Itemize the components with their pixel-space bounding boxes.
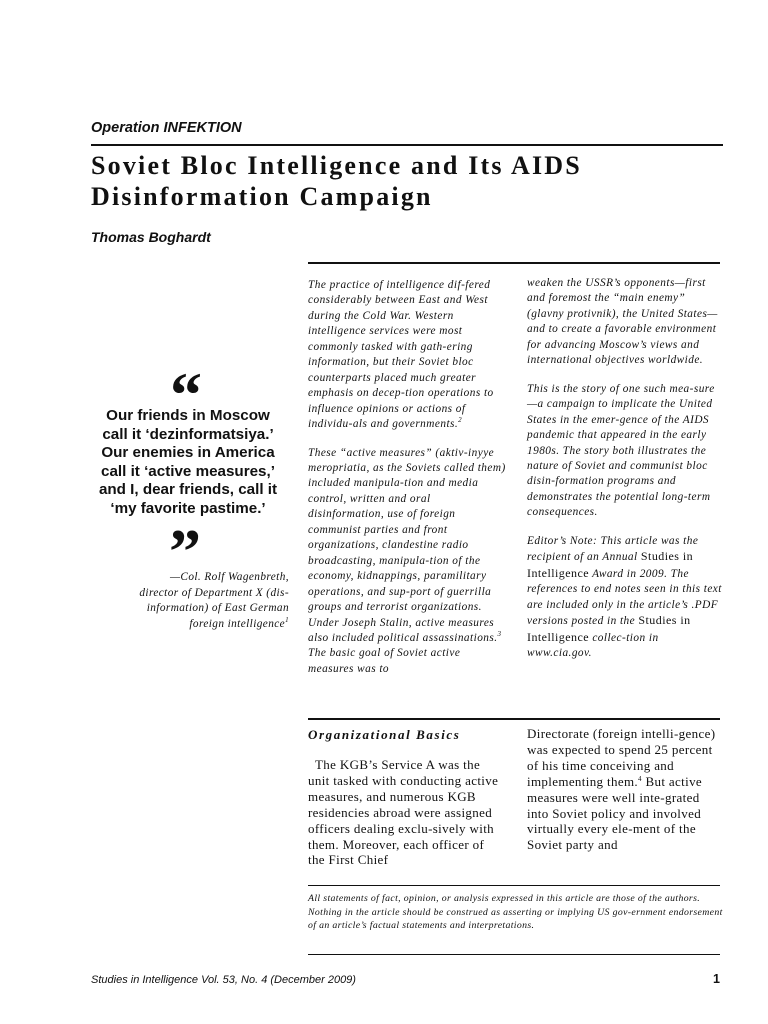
body-paragraph [527,726,723,853]
section-text-left [308,757,504,868]
intro-column-left [308,278,508,690]
header-rule [91,144,723,146]
section-text-right [527,726,723,853]
intro-column-right [527,276,723,674]
section-rule [308,718,720,720]
column-top-rule [308,262,720,264]
publication-name: Studies in Intelligence [527,613,691,644]
footer-rule [308,954,720,955]
paragraph-text: The basic goal of Soviet active measures was to [308,647,461,675]
publication-name: Studies in Intelligence [527,549,694,580]
attribution-line: —Col. Rolf Wagenbreth, [169,571,289,583]
attribution-last: foreign intelligence [189,617,286,630]
intro-paragraph: weaken the USSR’s opponents—first and foremost the “main enemy” (glavny protivnik), the United States—and to create a favorable environment for advancing Moscow’s views and international objectives worldwide. [527,277,718,367]
intro-paragraph [308,446,508,678]
footnote-ref: 4 [638,774,642,783]
paragraph-text: Directorate (foreign intelli-gence) was expected to spend 25 percent of his time conceiving and implementing them. [527,726,716,789]
editor-note-text: collec-tion in www.cia.gov. [527,631,659,659]
editor-note-text: Editor’s Note: This article was the recipient of an Annual [527,534,699,564]
title-line-1: Soviet Bloc Intelligence and Its AIDS [91,151,582,180]
body-paragraph: The KGB’s Service A was the unit tasked with conducting active measures, and numerous KGB residencies abroad were assigned officers dealing exclu-sively with them. Moreover, each officer of the First Chief [308,757,499,868]
quote-attribution [96,570,289,632]
title-line-2: Disinformation Campaign [91,182,433,211]
quote-line: and I, dear friends, call it [98,481,278,498]
attribution-line [96,617,289,633]
quote-line: Our friends in Moscow [106,407,270,424]
quote-line: ‘my favorite pastime.’ [110,499,266,517]
disclaimer: All statements of fact, opinion, or analysis expressed in this article are those of the authors. Nothing in the article should be construed as asserting or implying US gov-ernment endorsement of an article’s factual statements and interpretations. [308,893,723,932]
attribution-line: director of Department X (dis- [139,586,289,599]
paragraph-text: These “active measures” (aktiv-inyye meropriatia, as the Soviets called them) included manipula-tion and media control, written and oral disinformation, use of foreign communist parties and front organizations, clandestine radio broadcasting, manipula-tion of the economy, kidnappings, paramilitary operations, and sup-port of guerrilla groups and terrorist organizations. Under Joseph Stalin, active measures also included political assassinations. [308,446,506,644]
paragraph-text: The practice of intelligence dif-fered considerably between East and West during the Cold War. Western intelligence services were most commonly tasked with gath-ering information, but their Soviet bloc counterparts placed much greater emphasis on decep-tion operations to influence opinions or actions of individu-als and governments. [308,279,494,431]
author-name: Thomas Boghardt [91,229,211,245]
editor-note-text: Award in 2009. The references to end notes seen in this text are included only in the article’s .PDF versions posted in the [527,567,722,628]
attribution-line: information) of East German [146,602,289,615]
pull-quote [88,407,288,518]
intro-paragraph [308,278,508,433]
close-quote-mark: ” [169,516,201,587]
footnote-ref: 3 [497,629,502,638]
article-title [91,150,711,212]
paragraph-text: But active measures were well inte-grated into Soviet policy and involved virtually every ele-ment of the Soviet party and [527,773,703,853]
footer-citation: Studies in Intelligence Vol. 53, No. 4 (December 2009) [91,974,356,986]
quote-line: Our enemies in America [101,444,275,461]
section-heading: Organizational Basics [308,727,461,742]
quote-line: call it ‘active measures,’ [101,462,275,480]
page-number: 1 [713,972,720,986]
intro-paragraph: This is the story of one such mea-sure—a campaign to implicate the United States in the emer-gence of the AIDS pandemic that appeared in the early 1980s. The story both illustrates the nature of Soviet and communist bloc disin-formation programs and demonstrates the potential long-term consequences. [527,382,715,519]
quote-line: call it ‘dezinformatsiya.’ [102,425,274,443]
footnote-ref: 1 [285,615,289,624]
open-quote-mark: “ [170,359,202,430]
series-title: Operation INFEKTION [91,120,242,136]
editor-note [527,534,723,662]
footnote-ref: 2 [458,416,463,425]
disclaimer-rule [308,885,720,886]
